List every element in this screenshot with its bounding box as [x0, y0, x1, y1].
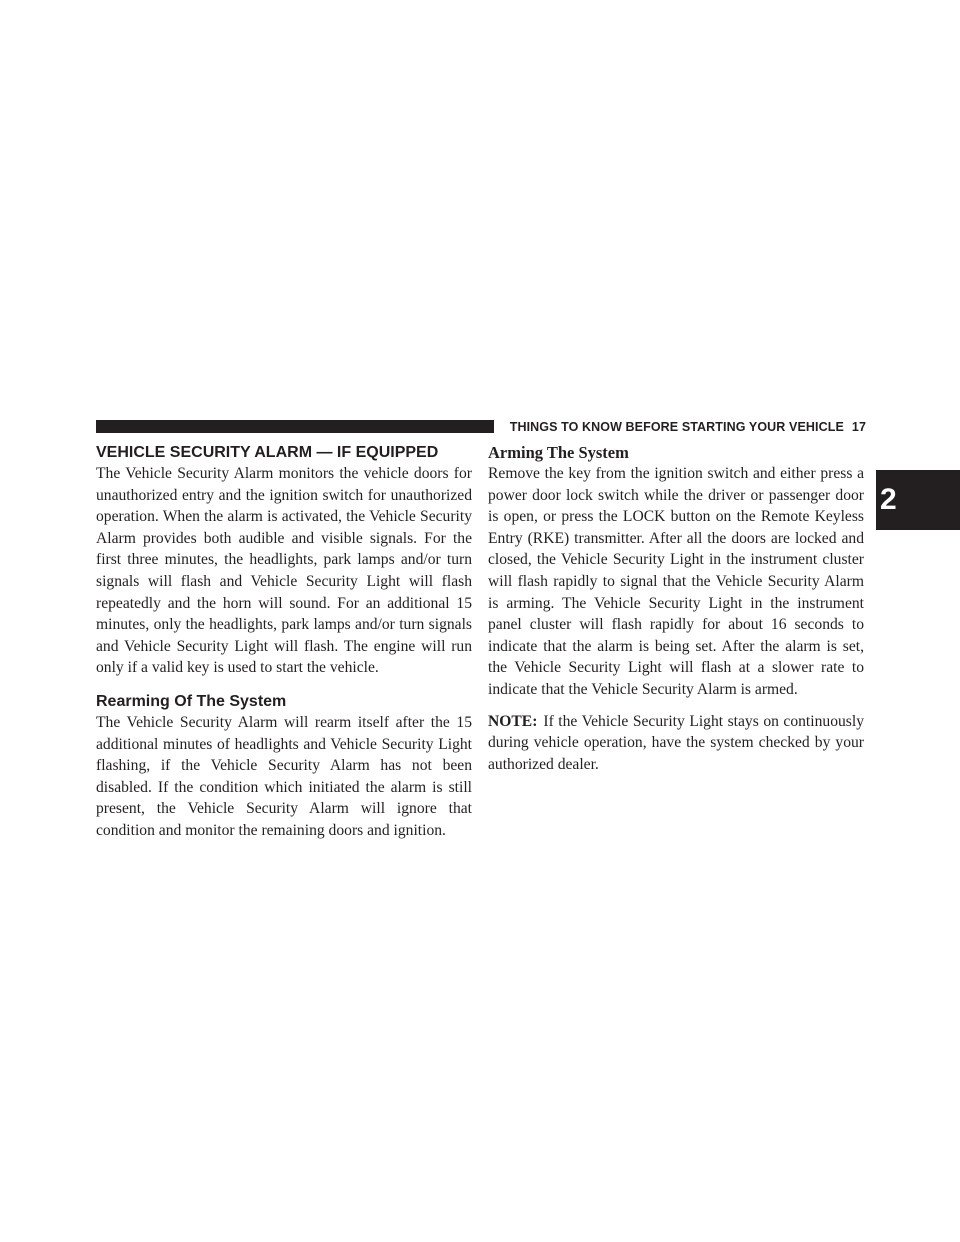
page-number: 17 [851, 420, 866, 434]
rearming-paragraph: The Vehicle Security Alarm will rearm itself after the 15 additional minutes of headlights and Vehicle Security Light flashing, if the Vehicle Security Alarm has not been disabled. If the condition which initiated the alarm is still present, the Vehicle Security Alarm will ignore that condition and monitor the remaining doors and ignition. [96, 713, 472, 839]
chapter-tab [876, 470, 960, 530]
arming-paragraph: Remove the key from the ignition switch and either press a power door lock switch while the driver or passenger door is open, or press the LOCK button on the Remote Keyless Entry (RKE) transmitter. After all the doors are locked and closed, the Vehicle Security Light in the instrument cluster will flash rapidly to signal that the Vehicle Security Alarm is arming. The Vehicle Security Light in the instrument panel cluster will flash rapidly for about 16 seconds to indicate that the alarm is being set. After the alarm is set, the Vehicle Security Light will flash at a slower rate to indicate that the Vehicle Security Alarm is armed. [488, 465, 864, 698]
note-label: NOTE: [488, 712, 538, 730]
right-column [488, 442, 864, 775]
running-head-title: THINGS TO KNOW BEFORE STARTING YOUR VEHICLE [509, 420, 844, 434]
chapter-tab-number: 2 [880, 483, 897, 516]
note-text: If the Vehicle Security Light stays on continuously during vehicle operation, have the system checked by your authorized dealer. [488, 712, 864, 773]
left-column [96, 442, 472, 842]
note-paragraph [488, 711, 864, 776]
section-heading: VEHICLE SECURITY ALARM — IF EQUIPPED [96, 444, 439, 461]
intro-paragraph: The Vehicle Security Alarm monitors the vehicle doors for unauthorized entry and the ignition switch for unauthorized operation. When the alarm is activated, the Vehicle Security Alarm provides both audible and visible signals. For the first three minutes, the headlights, park lamps and/or turn signals will flash and Vehicle Security Light will flash repeatedly and the horn will sound. For an additional 15 minutes, only the headlights, park lamps and/or turn signals and Vehicle Security Light will flash. The engine will run only if a valid key is used to start the vehicle. [96, 465, 472, 677]
arming-subheading: Arming The System [488, 443, 629, 462]
running-head [500, 418, 866, 436]
rearming-subheading: Rearming Of The System [96, 692, 287, 710]
header-rule-bar [96, 420, 494, 433]
